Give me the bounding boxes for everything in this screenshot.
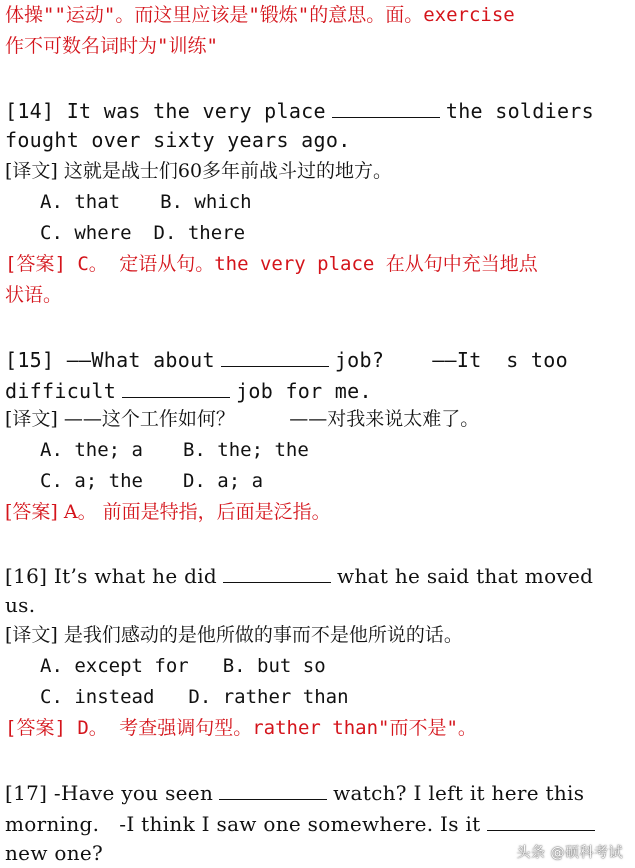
- question-14-translation: [译文] 这就是战士们60多年前战斗过的地方。: [5, 160, 393, 182]
- question-17-stem-line-1: [5, 781, 584, 803]
- q16-blank: [223, 564, 331, 583]
- q15-stem-d: difficult: [5, 379, 117, 403]
- q15-stem-b: job?: [334, 348, 385, 372]
- q15-option-d: D. a; a: [182, 470, 264, 492]
- question-14-answer-line-2: 状语。: [5, 284, 63, 306]
- q15-stem-a: [15] ——What about: [5, 348, 215, 372]
- question-16-translation: [译文] 是我们感动的是他所做的事而不是他所说的话。: [5, 624, 463, 646]
- question-16-options-row-2: [40, 688, 349, 707]
- question-15-stem-line-2: [5, 379, 372, 401]
- question-16-stem-line-1: [5, 564, 593, 586]
- q15-blank-1: [221, 348, 329, 367]
- question-14-options-row-1: [40, 193, 252, 212]
- q16-stem-a: [16] It’s what he did: [5, 564, 218, 588]
- question-17-stem-line-2: [5, 812, 601, 834]
- q16-option-a: A. except for: [40, 655, 189, 677]
- previous-answer-line-2: 作不可数名词时为"训练": [5, 35, 218, 57]
- q14-option-b: B. which: [160, 191, 252, 213]
- q14-option-d: D. there: [153, 222, 246, 244]
- previous-answer-line-1: 体操""运动"。而这里应该是"锻炼"的意思。面。exercise: [5, 4, 515, 26]
- q14-stem-b: the soldiers: [445, 99, 594, 123]
- question-15-options-row-1: [40, 441, 309, 460]
- q14-stem-a: [14] It was the very place: [5, 99, 326, 123]
- question-16-answer: [答案] D。 考查强调句型。rather than"而不是"。: [5, 717, 477, 739]
- q14-blank: [332, 99, 440, 118]
- question-14-stem-line-1: [5, 99, 594, 121]
- q14-option-c: C. where: [40, 222, 132, 244]
- q17-stem-b: watch? I left it here this: [333, 781, 585, 805]
- watermark-label: 头条 @硕科考试: [516, 845, 623, 861]
- question-14-options-row-2: [40, 224, 245, 243]
- q15-option-a: A. the; a: [40, 439, 143, 461]
- q17-blank-2: [487, 812, 595, 831]
- q15-option-c: C. a; the: [40, 470, 143, 492]
- question-14-answer-line-1: [答案] C。 定语从句。the very place 在从句中充当地点: [5, 253, 538, 275]
- q16-option-d: D. rather than: [188, 686, 349, 708]
- q15-stem-e: job for me.: [236, 379, 372, 403]
- question-17-stem-line-3: new one?: [5, 841, 104, 865]
- q15-option-b: B. the; the: [182, 439, 309, 461]
- q16-option-c: C. instead: [40, 686, 155, 708]
- q17-stem-a: [17] -Have you seen: [5, 781, 214, 805]
- q15-stem-c: ——It s too: [432, 348, 568, 372]
- q17-blank-1: [219, 781, 327, 800]
- question-14-stem-line-2: fought over sixty years ago.: [5, 128, 351, 152]
- question-15-stem-line-1: [5, 348, 568, 370]
- q14-option-a: A. that: [40, 191, 121, 213]
- q17-stem-c: morning. -I think I saw one somewhere. Is it: [5, 812, 481, 836]
- question-15-translation: [译文] ——这个工作如何？ ——对我来说太难了。: [5, 408, 480, 430]
- question-16-stem-line-2: us.: [5, 593, 36, 617]
- q16-option-b: B. but so: [222, 655, 326, 677]
- question-16-options-row-1: [40, 657, 326, 676]
- q16-stem-b: what he said that moved: [337, 564, 594, 588]
- q15-blank-2: [122, 379, 230, 398]
- question-15-options-row-2: [40, 472, 263, 491]
- question-15-answer: [答案] A。 前面是特指，后面是泛指。: [5, 501, 331, 523]
